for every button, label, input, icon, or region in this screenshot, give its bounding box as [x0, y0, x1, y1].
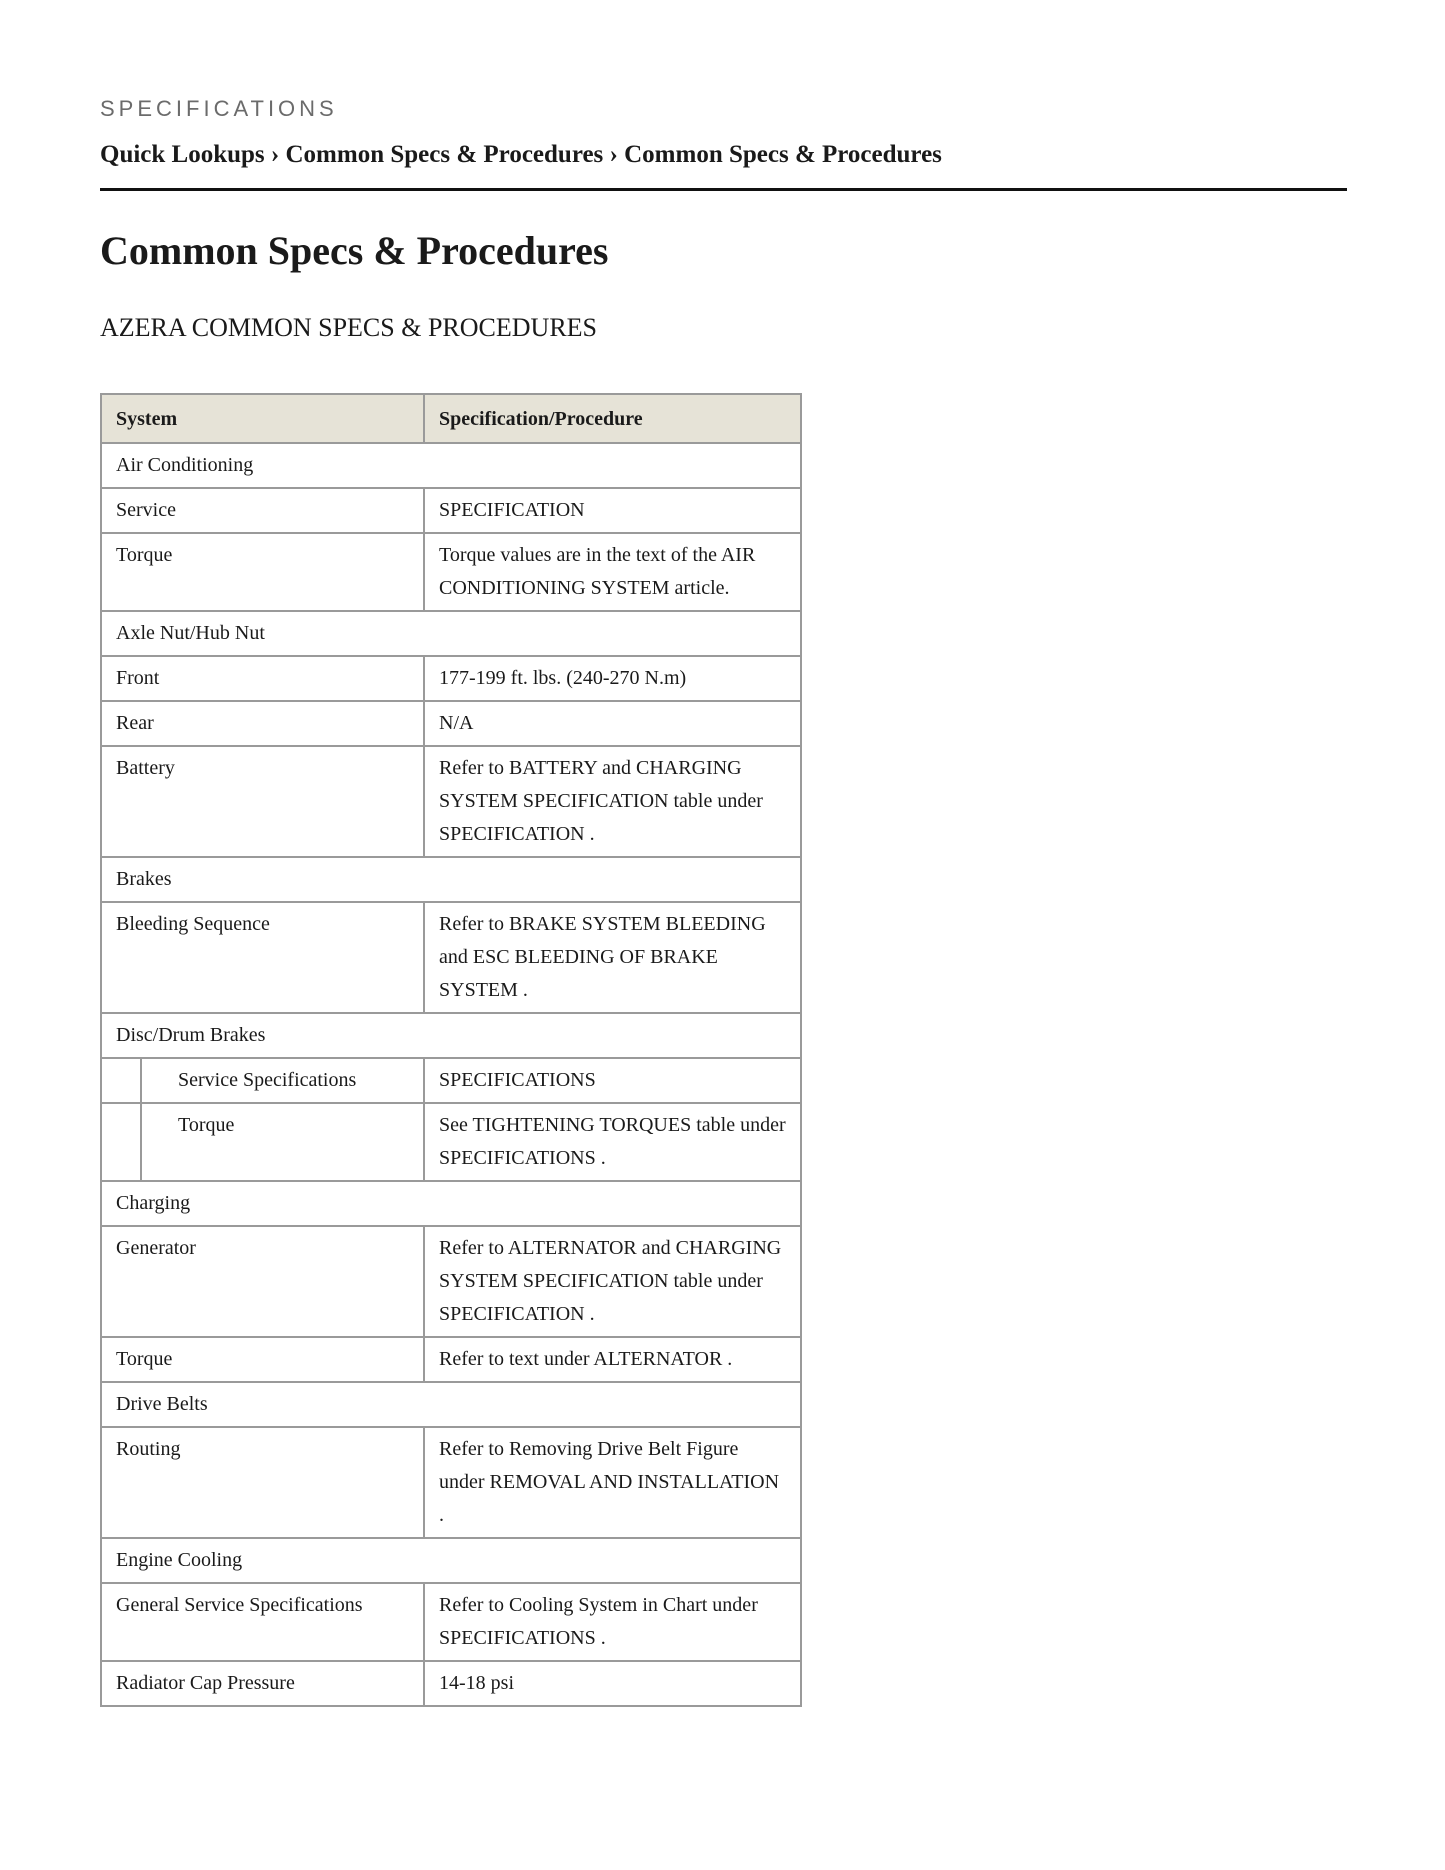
table-row — [101, 902, 801, 1013]
table-row — [101, 1661, 801, 1706]
system-cell: Bleeding Sequence — [101, 902, 424, 1013]
specs-table — [100, 393, 802, 1707]
specification-cell: Refer to BRAKE SYSTEM BLEEDING and ESC BLEEDING OF BRAKE SYSTEM . — [424, 902, 801, 1013]
system-cell: Generator — [101, 1226, 424, 1337]
table-row — [101, 1427, 801, 1538]
system-cell: Front — [101, 656, 424, 701]
column-header-specification: Specification/Procedure — [424, 394, 801, 443]
specification-cell: Refer to ALTERNATOR and CHARGING SYSTEM SPECIFICATION table under SPECIFICATION . — [424, 1226, 801, 1337]
table-row — [101, 1382, 801, 1427]
specs-table-body — [101, 443, 801, 1706]
table-row — [101, 1226, 801, 1337]
table-row — [101, 1181, 801, 1226]
system-group-cell: Air Conditioning — [101, 443, 801, 488]
column-header-system: System — [101, 394, 424, 443]
specification-cell: 14-18 psi — [424, 1661, 801, 1706]
table-row — [101, 746, 801, 857]
system-cell: Radiator Cap Pressure — [101, 1661, 424, 1706]
system-cell: Torque — [101, 1337, 424, 1382]
system-group-cell: Brakes — [101, 857, 801, 902]
specification-cell: Torque values are in the text of the AIR CONDITIONING SYSTEM article. — [424, 533, 801, 611]
specification-cell: Refer to Removing Drive Belt Figure under REMOVAL AND INSTALLATION . — [424, 1427, 801, 1538]
system-cell: Torque — [101, 533, 424, 611]
table-row — [101, 1583, 801, 1661]
system-cell: Battery — [101, 746, 424, 857]
system-label: Torque — [178, 1114, 235, 1136]
table-row — [101, 1337, 801, 1382]
indent-gutter — [102, 1059, 142, 1102]
table-row — [101, 1013, 801, 1058]
indent-gutter — [102, 1104, 142, 1180]
specification-cell: Refer to text under ALTERNATOR . — [424, 1337, 801, 1382]
system-cell: Rear — [101, 701, 424, 746]
table-row — [101, 611, 801, 656]
system-cell: General Service Specifications — [101, 1583, 424, 1661]
breadcrumb: Quick Lookups › Common Specs & Procedures › Common Specs & Procedures — [100, 140, 1347, 191]
system-group-cell: Axle Nut/Hub Nut — [101, 611, 801, 656]
table-row — [101, 1058, 801, 1103]
table-row — [101, 488, 801, 533]
table-row — [101, 533, 801, 611]
specification-cell: SPECIFICATION — [424, 488, 801, 533]
document-subtitle: AZERA COMMON SPECS & PROCEDURES — [100, 313, 597, 342]
page-title: Common Specs & Procedures — [100, 228, 609, 273]
table-row — [101, 857, 801, 902]
system-subgroup-cell: Disc/Drum Brakes — [101, 1013, 801, 1058]
document-page — [100, 96, 1347, 1707]
system-group-cell: Engine Cooling — [101, 1538, 801, 1583]
table-row — [101, 701, 801, 746]
system-group-cell: Charging — [101, 1181, 801, 1226]
system-cell: Routing — [101, 1427, 424, 1538]
system-group-cell: Drive Belts — [101, 1382, 801, 1427]
table-row — [101, 656, 801, 701]
system-cell — [101, 1058, 424, 1103]
table-row — [101, 443, 801, 488]
system-cell: Service — [101, 488, 424, 533]
table-row — [101, 1103, 801, 1181]
specification-cell: N/A — [424, 701, 801, 746]
system-cell — [101, 1103, 424, 1181]
table-row — [101, 1538, 801, 1583]
specification-cell: Refer to Cooling System in Chart under SPECIFICATIONS . — [424, 1583, 801, 1661]
specification-cell: See TIGHTENING TORQUES table under SPECIFICATIONS . — [424, 1103, 801, 1181]
table-header-row — [101, 394, 801, 443]
specification-cell: 177-199 ft. lbs. (240-270 N.m) — [424, 656, 801, 701]
specification-cell: Refer to BATTERY and CHARGING SYSTEM SPECIFICATION table under SPECIFICATION . — [424, 746, 801, 857]
specification-cell: SPECIFICATIONS — [424, 1058, 801, 1103]
section-label: SPECIFICATIONS — [100, 96, 338, 121]
system-label: Service Specifications — [178, 1069, 357, 1091]
